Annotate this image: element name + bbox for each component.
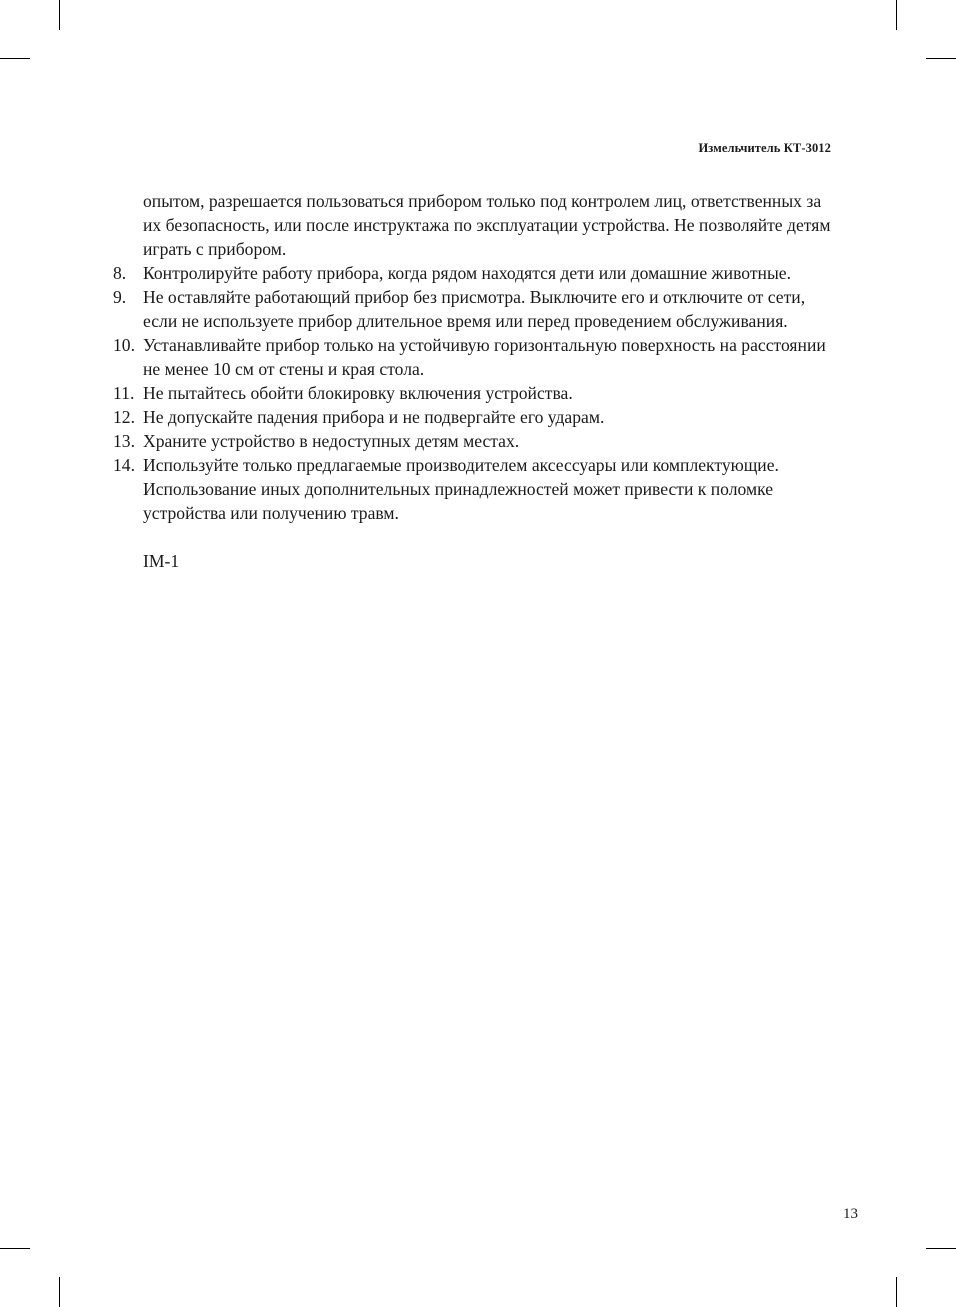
item-text: Контролируйте работу прибора, когда рядом находятся дети или домашние животные. (143, 263, 791, 283)
item-number: 10. (113, 335, 135, 355)
model-code: IM-1 (143, 551, 180, 571)
list-item (113, 405, 835, 429)
continuation-paragraph: опытом, разрешается пользоваться прибором только под контролем лиц, ответственных за их безопасность, или после инструктажа по эксплуатации устройства. Не позволяйте детям играть с прибором. (143, 191, 831, 259)
crop-mark-top-right-horizontal (926, 58, 956, 59)
item-text: Устанавливайте прибор только на устойчивую горизонтальную поверхность на расстоянии не менее 10 см от стены и края стола. (143, 335, 826, 379)
item-number: 12. (113, 407, 135, 427)
crop-mark-top-left-horizontal (0, 58, 30, 59)
item-text: Используйте только предлагаемые производителем аксессуары или комплектующие. Использование иных дополнительных принадлежностей может привести к поломке устройства или получению травм. (143, 455, 779, 523)
item-number: 9. (113, 287, 127, 307)
list-item (113, 429, 835, 453)
item-number: 14. (113, 455, 135, 475)
crop-mark-bottom-left-vertical (59, 1277, 60, 1307)
crop-mark-bottom-right-vertical (896, 1277, 897, 1307)
list-item (113, 381, 835, 405)
item-text: Не пытайтесь обойти блокировку включения устройства. (143, 383, 573, 403)
item-text: Храните устройство в недоступных детям местах. (143, 431, 520, 451)
item-number: 8. (113, 263, 127, 283)
crop-mark-top-left-vertical (59, 0, 60, 30)
item-text: Не допускайте падения прибора и не подвергайте его ударам. (143, 407, 605, 427)
item-number: 13. (113, 431, 135, 451)
list-item (113, 453, 835, 525)
page-number: 13 (843, 1206, 858, 1222)
crop-mark-bottom-right-horizontal (926, 1248, 956, 1249)
item-text: Не оставляйте работающий прибор без присмотра. Выключите его и отключите от сети, если не используете прибор длительное время или перед проведением обслуживания. (143, 287, 806, 331)
instructions-text (113, 189, 835, 573)
crop-mark-bottom-left-horizontal (0, 1248, 30, 1249)
list-item (113, 261, 835, 285)
list-item (113, 333, 835, 381)
running-header: Измельчитель КТ-3012 (698, 141, 831, 155)
crop-mark-top-right-vertical (896, 0, 897, 30)
item-number: 11. (113, 383, 135, 403)
list-item (113, 285, 835, 333)
